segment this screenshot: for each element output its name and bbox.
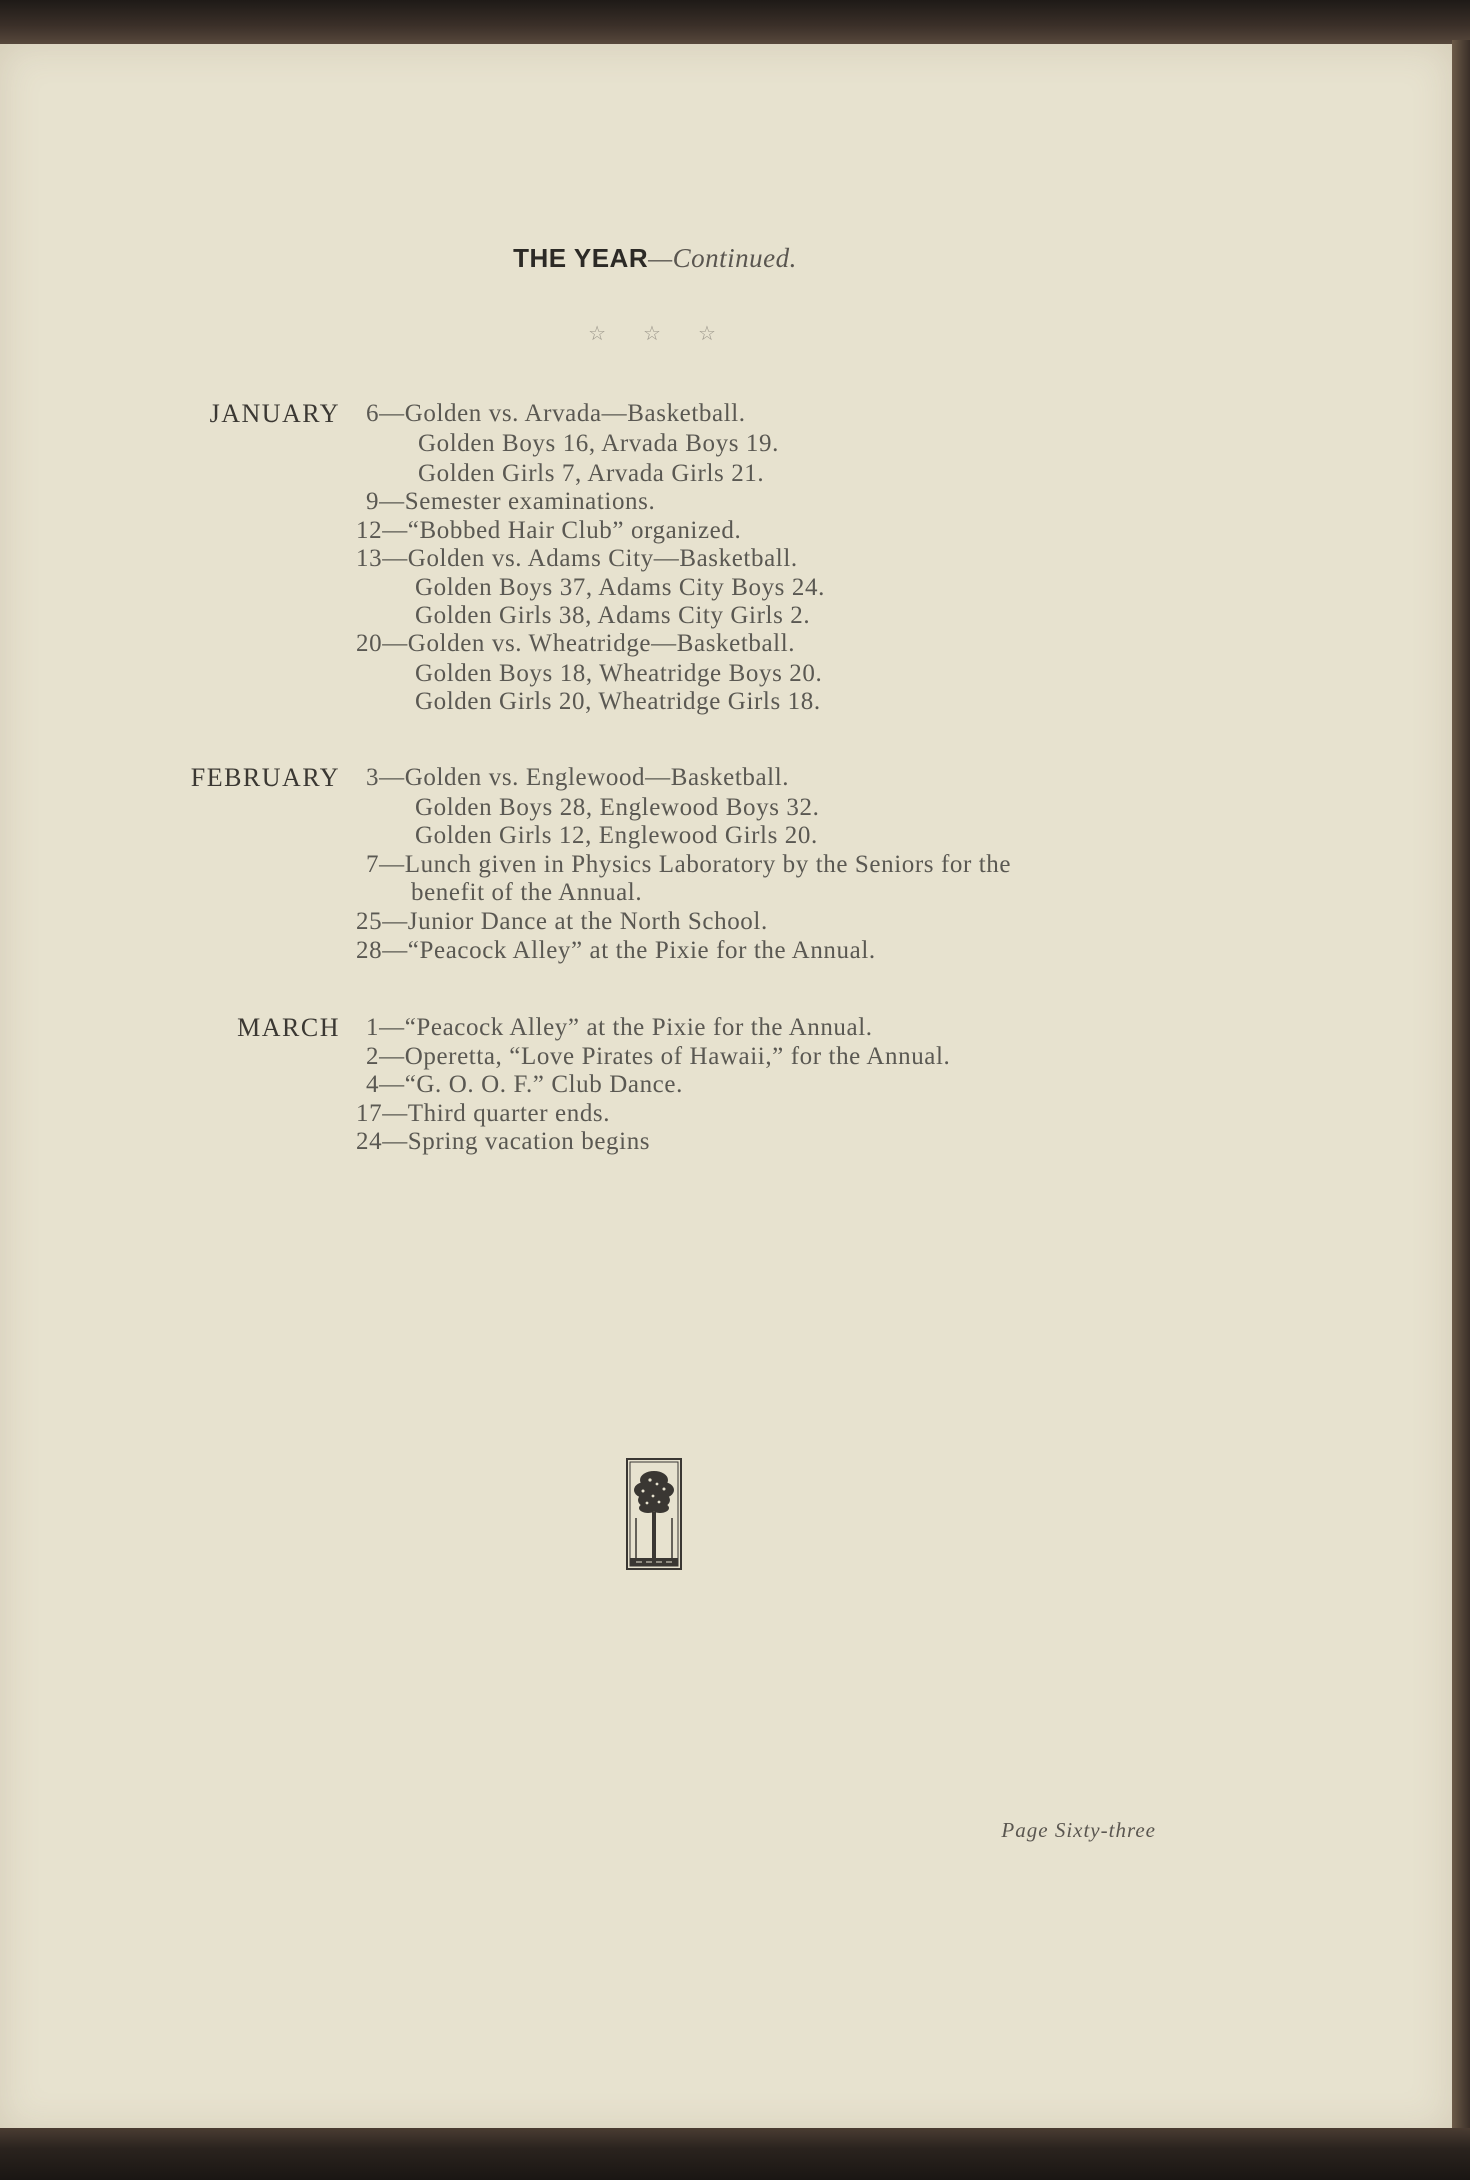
book-edge-right: [1452, 40, 1470, 2132]
entry-line: 12—“Bobbed Hair Club” organized.: [356, 517, 742, 544]
entry-line: Golden Girls 7, Arvada Girls 21.: [418, 460, 765, 487]
entry-line: Golden Girls 12, Englewood Girls 20.: [415, 822, 818, 849]
entry-line: 25—Junior Dance at the North School.: [356, 908, 768, 935]
entry-line: 7—Lunch given in Physics Laboratory by the Seniors for the: [366, 851, 1012, 878]
entry-line: 6—Golden vs. Arvada—Basketball.: [366, 400, 746, 427]
entry-line: Golden Boys 18, Wheatridge Boys 20.: [415, 660, 823, 687]
page-paper: [0, 44, 1452, 2132]
star-ornament: ☆ ☆ ☆: [588, 323, 732, 345]
month-label-february: FEBRUARY: [190, 763, 340, 792]
page-number: Page Sixty-three: [1001, 1818, 1156, 1842]
entry-line: 13—Golden vs. Adams City—Basketball.: [356, 545, 798, 572]
entry-line: 28—“Peacock Alley” at the Pixie for the Annual.: [356, 937, 876, 964]
tree-emblem-icon: [626, 1458, 682, 1570]
month-label-march: MARCH: [237, 1013, 340, 1042]
heading-continued: —Continued.: [648, 243, 797, 273]
entry-line: 3—Golden vs. Englewood—Basketball.: [366, 764, 790, 791]
entry-line: 4—“G. O. O. F.” Club Dance.: [366, 1071, 683, 1098]
entry-line: 20—Golden vs. Wheatridge—Basketball.: [356, 630, 796, 657]
entry-line: Golden Boys 28, Englewood Boys 32.: [415, 794, 820, 821]
entry-line: Golden Boys 16, Arvada Boys 19.: [418, 430, 779, 457]
entry-line: Golden Girls 38, Adams City Girls 2.: [415, 602, 811, 629]
entry-line: 24—Spring vacation begins: [356, 1128, 651, 1155]
page-heading: [0, 243, 1310, 275]
entry-line: benefit of the Annual.: [411, 879, 643, 906]
heading-title: THE YEAR: [513, 243, 649, 273]
entry-line: 9—Semester examinations.: [366, 488, 656, 515]
entry-line: 2—Operetta, “Love Pirates of Hawaii,” for the Annual.: [366, 1043, 951, 1070]
entry-line: Golden Boys 37, Adams City Boys 24.: [415, 574, 825, 601]
entry-line: 1—“Peacock Alley” at the Pixie for the Annual.: [366, 1014, 873, 1041]
book-edge-bottom: [0, 2128, 1470, 2180]
entry-line: 17—Third quarter ends.: [356, 1100, 611, 1127]
entry-line: Golden Girls 20, Wheatridge Girls 18.: [415, 688, 821, 715]
month-label-january: JANUARY: [209, 399, 340, 428]
book-edge-top: [0, 0, 1470, 46]
